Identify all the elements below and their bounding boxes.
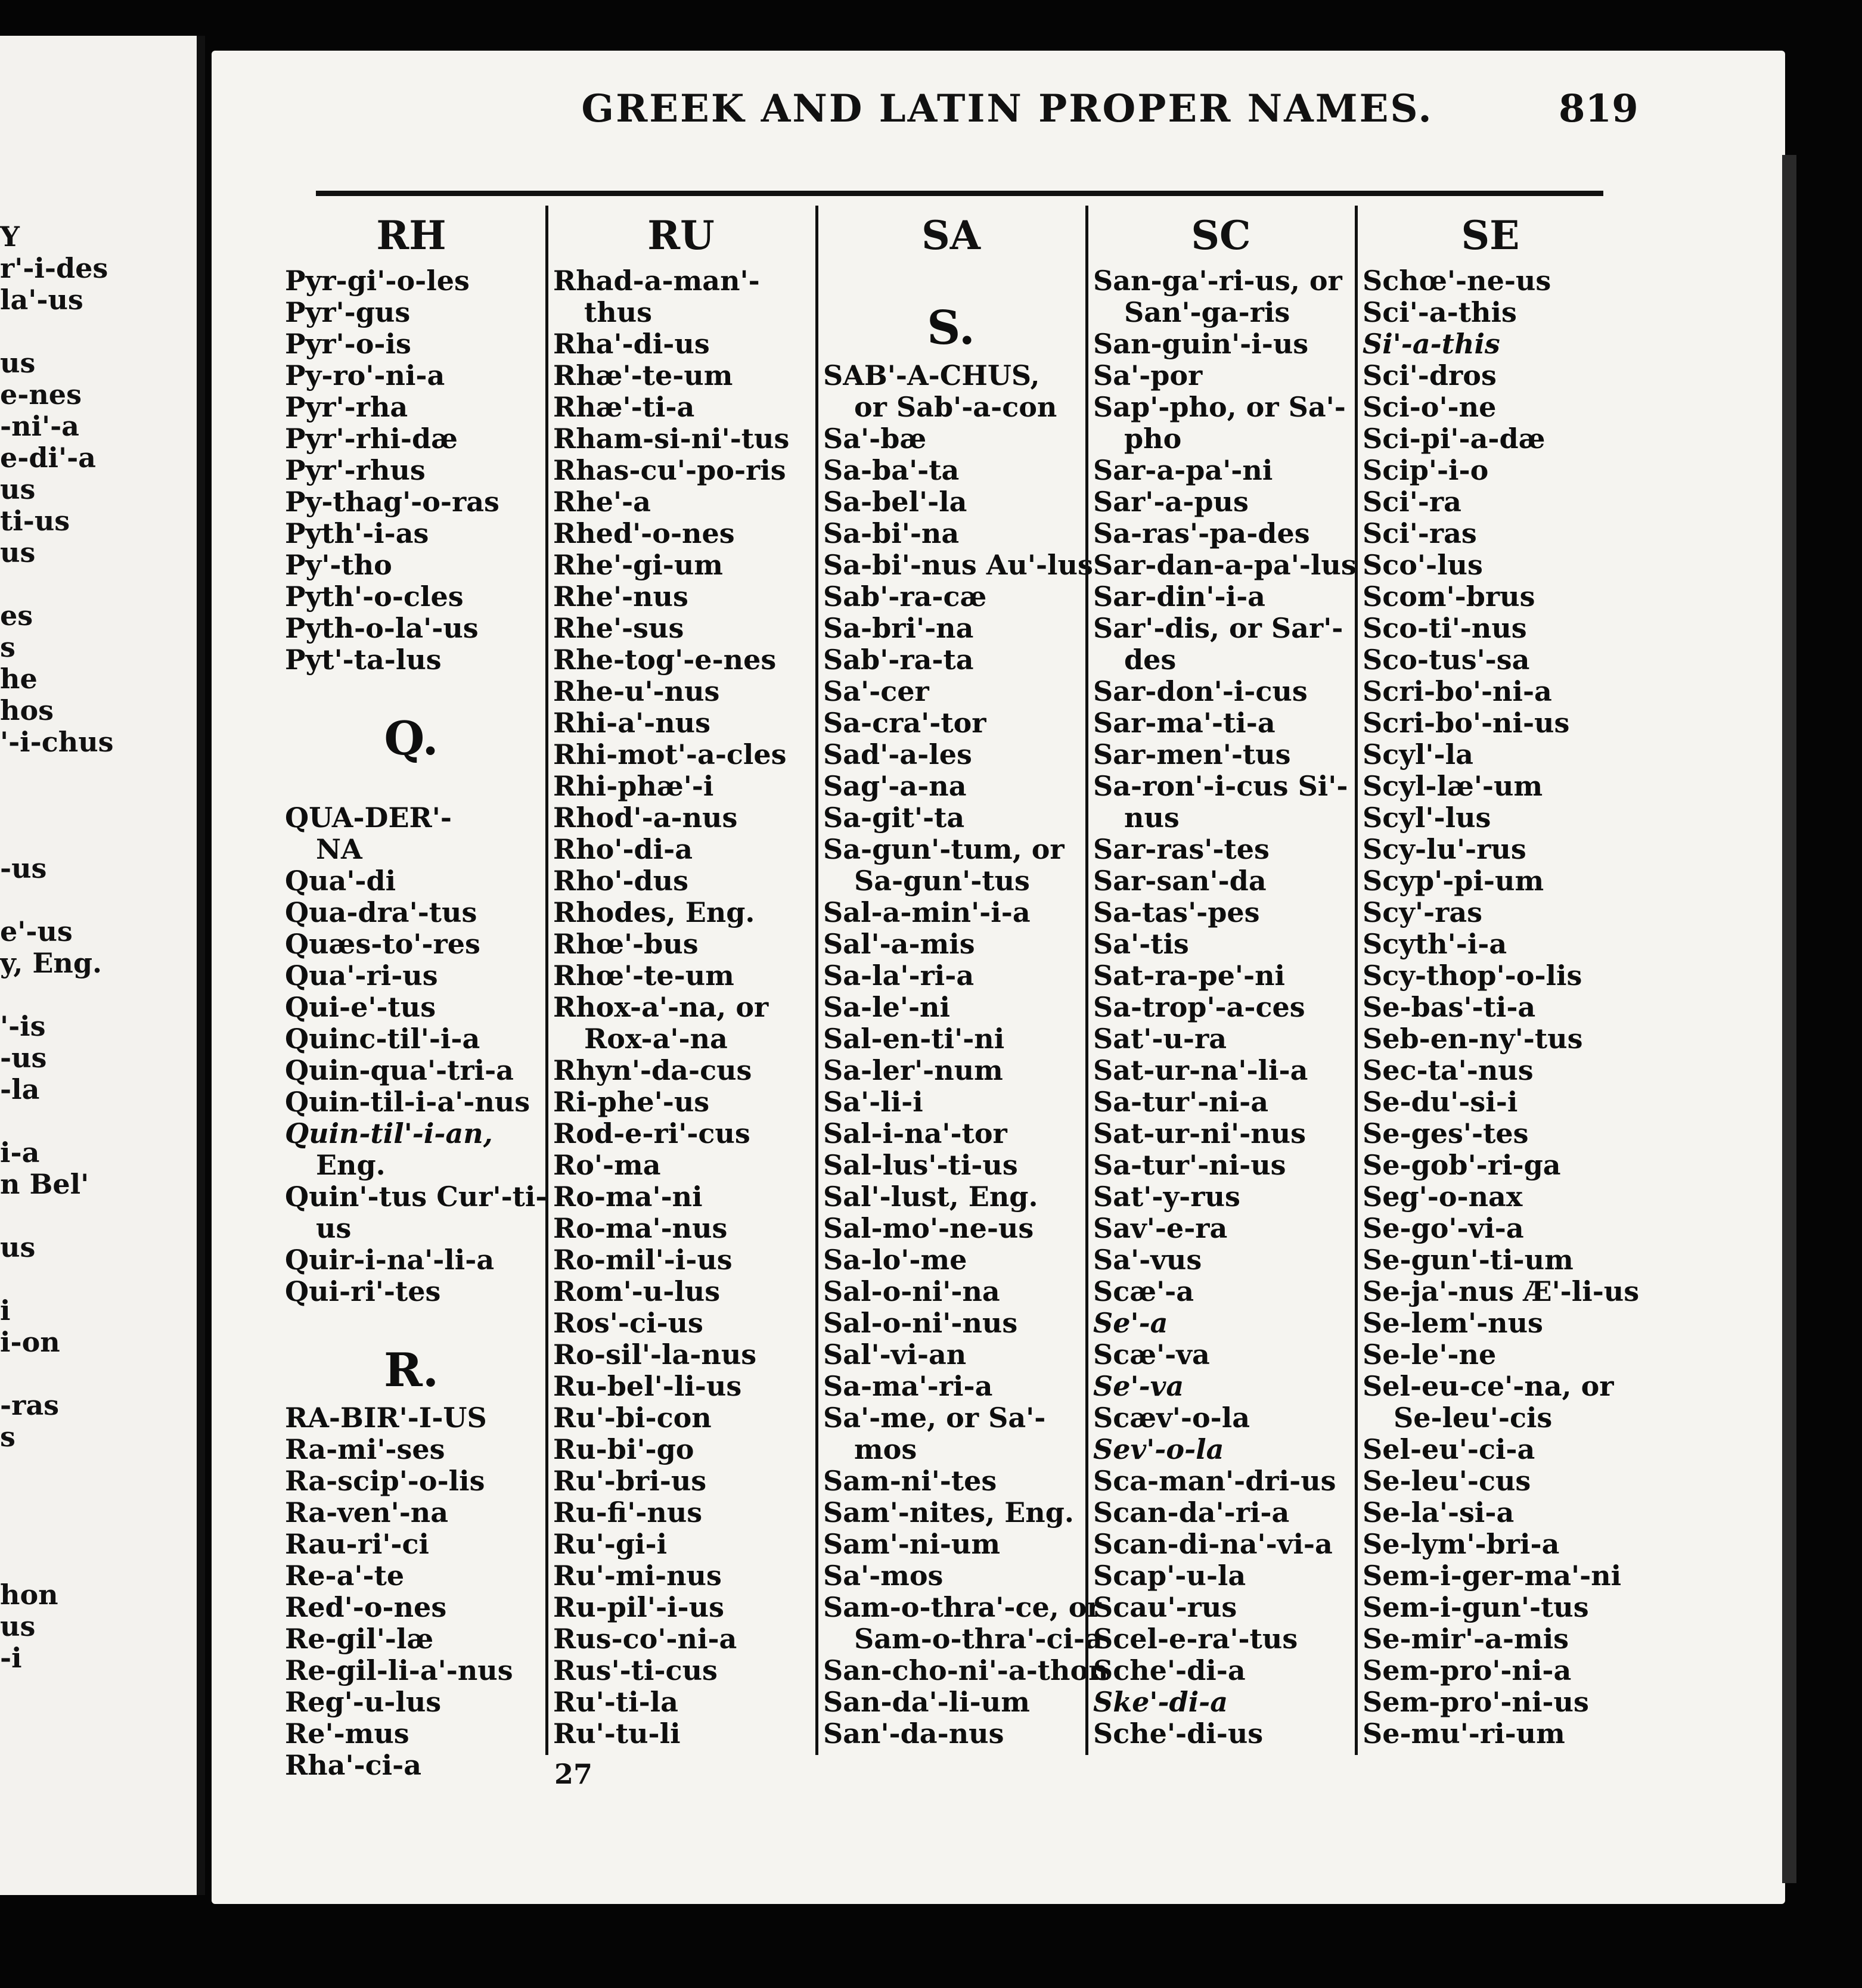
column-ru bbox=[545, 206, 814, 1755]
previous-page-sliver bbox=[0, 36, 205, 1895]
name-entry: Rham-si-ni'-tus bbox=[553, 423, 790, 455]
name-entry: Sal-a-min'-i-a bbox=[823, 896, 1031, 928]
previous-page-fragment: us bbox=[0, 1231, 36, 1263]
previous-page-fragment: es bbox=[0, 599, 33, 632]
name-entry: Rho'-di-a bbox=[553, 833, 693, 865]
name-entry: nus bbox=[1124, 802, 1180, 834]
name-entry: Sa-bi'-na bbox=[823, 517, 960, 549]
column-heading: SE bbox=[1461, 212, 1520, 259]
name-entry: Sab'-ra-ta bbox=[823, 644, 974, 676]
name-entry: Scom'-brus bbox=[1363, 580, 1535, 613]
name-entry: Ro'-ma bbox=[553, 1149, 661, 1181]
name-entry: Re-a'-te bbox=[285, 1560, 405, 1592]
name-entry: Sa-tur'-ni-a bbox=[1093, 1086, 1269, 1118]
name-entry: Sa-bri'-na bbox=[823, 612, 974, 644]
previous-page-fragment: Y bbox=[0, 220, 20, 253]
name-entry: Se-gun'-ti-um bbox=[1363, 1244, 1574, 1276]
name-entry: Sci'-ras bbox=[1363, 517, 1477, 549]
name-entry: Quin-til'-i-an, bbox=[285, 1117, 493, 1150]
page-number: 819 bbox=[1559, 86, 1638, 131]
name-entry: Quæs-to'-res bbox=[285, 928, 480, 960]
name-entry: Sche'-di-a bbox=[1093, 1654, 1246, 1686]
name-entry: Scæ'-va bbox=[1093, 1338, 1210, 1371]
signature-mark: 27 bbox=[554, 1758, 593, 1790]
name-entry: Sar-don'-i-cus bbox=[1093, 675, 1308, 707]
previous-page-fragment: hon bbox=[0, 1579, 58, 1611]
name-entry: Si'-a-this bbox=[1363, 328, 1500, 360]
name-entry: Se-lem'-nus bbox=[1363, 1307, 1543, 1339]
name-entry: Ro-ma'-nus bbox=[553, 1212, 728, 1244]
name-entry: Sem-i-ger-ma'-ni bbox=[1363, 1560, 1622, 1592]
header-rule bbox=[316, 191, 1603, 196]
name-entry: Sci'-a-this bbox=[1363, 296, 1517, 328]
name-entry: Sa-git'-ta bbox=[823, 802, 965, 834]
name-entry: Sar-ma'-ti-a bbox=[1093, 707, 1276, 739]
name-entry: Sa-le'-ni bbox=[823, 991, 950, 1023]
name-entry: Sam-o-thra'-ce, or bbox=[823, 1591, 1101, 1623]
name-entry: Sat-ra-pe'-ni bbox=[1093, 959, 1286, 992]
name-entry: Sco-tus'-sa bbox=[1363, 644, 1530, 676]
name-entry: Sal-o-ni'-nus bbox=[823, 1307, 1018, 1339]
previous-page-fragment: us bbox=[0, 1610, 36, 1642]
name-entry: Seg'-o-nax bbox=[1363, 1181, 1523, 1213]
column-rh bbox=[280, 206, 547, 1781]
name-entry: Sal-lus'-ti-us bbox=[823, 1149, 1018, 1181]
previous-page-fragment: r'-i-des bbox=[0, 252, 108, 284]
name-entry: Sa-tur'-ni-us bbox=[1093, 1149, 1286, 1181]
name-entry: us bbox=[316, 1212, 352, 1244]
name-entry: Sa-bi'-nus Au'-lus bbox=[823, 549, 1093, 581]
name-entry: Sam-o-thra'-ci-a bbox=[854, 1623, 1103, 1655]
name-entry: Sar'-a-pus bbox=[1093, 486, 1249, 518]
name-entry: Se-la'-si-a bbox=[1363, 1496, 1515, 1529]
name-entry: Sec-ta'-nus bbox=[1363, 1054, 1534, 1086]
name-entry: Ra-ven'-na bbox=[285, 1496, 449, 1529]
name-entry: SAB'-A-CHUS, bbox=[823, 359, 1040, 392]
previous-page-fragment: i bbox=[0, 1294, 11, 1327]
previous-page-fragment: la'-us bbox=[0, 284, 83, 316]
name-entry: Rus-co'-ni-a bbox=[553, 1623, 737, 1655]
name-entry: Se-mu'-ri-um bbox=[1363, 1717, 1565, 1750]
name-entry: Sal'-lust, Eng. bbox=[823, 1181, 1038, 1213]
name-entry: Rhæ'-ti-a bbox=[553, 391, 695, 423]
name-entry: Sel-eu'-ci-a bbox=[1363, 1433, 1535, 1465]
name-entry: Rox-a'-na bbox=[584, 1023, 728, 1055]
name-entry: Rhodes, Eng. bbox=[553, 896, 755, 928]
name-entry: thus bbox=[584, 296, 653, 328]
section-letter: Q. bbox=[384, 712, 439, 766]
name-entry: Pyth'-o-cles bbox=[285, 580, 464, 613]
name-entry: Rhod'-a-nus bbox=[553, 802, 738, 834]
name-entry: Rhas-cu'-po-ris bbox=[553, 454, 786, 486]
name-entry: Rha'-ci-a bbox=[285, 1749, 422, 1781]
name-entry: Scan-da'-ri-a bbox=[1093, 1496, 1290, 1529]
previous-page-fragment: -us bbox=[0, 1042, 47, 1074]
name-entry: Rhi-a'-nus bbox=[553, 707, 711, 739]
name-entry: Sci-o'-ne bbox=[1363, 391, 1497, 423]
name-entry: Scau'-rus bbox=[1093, 1591, 1237, 1623]
name-entry: Se-go'-vi-a bbox=[1363, 1212, 1524, 1244]
spacer bbox=[818, 265, 1084, 297]
name-entry: Sal'-vi-an bbox=[823, 1338, 967, 1371]
name-entry: Sal-i-na'-tor bbox=[823, 1117, 1007, 1150]
name-entry: San-da'-li-um bbox=[823, 1686, 1030, 1718]
previous-page-fragment: he bbox=[0, 663, 38, 695]
name-entry: Rhæ'-te-um bbox=[553, 359, 733, 392]
name-entry: Sa-la'-ri-a bbox=[823, 959, 975, 992]
name-entry: Sa'-tis bbox=[1093, 928, 1189, 960]
name-entry: Ros'-ci-us bbox=[553, 1307, 703, 1339]
name-entry: Sat-ur-na'-li-a bbox=[1093, 1054, 1308, 1086]
name-entry: Rha'-di-us bbox=[553, 328, 710, 360]
name-entry: Sal-o-ni'-na bbox=[823, 1275, 1000, 1307]
name-entry: Rhyn'-da-cus bbox=[553, 1054, 752, 1086]
name-entry: Sa-tas'-pes bbox=[1093, 896, 1260, 928]
column-sa bbox=[815, 206, 1109, 1755]
name-entry: Sci-pi'-a-dæ bbox=[1363, 423, 1546, 455]
name-entry: Rhi-mot'-a-cles bbox=[553, 738, 787, 771]
name-entry: Sa-bel'-la bbox=[823, 486, 967, 518]
name-entry: Pyr'-o-is bbox=[285, 328, 411, 360]
name-entry: Re-gil'-læ bbox=[285, 1623, 434, 1655]
name-entry: Rhe'-a bbox=[553, 486, 651, 518]
name-entry: Ru'-gi-i bbox=[553, 1528, 668, 1560]
previous-page-fragment: '-is bbox=[0, 1010, 46, 1042]
page-edge bbox=[1782, 155, 1796, 1883]
name-entry: Ru-pil'-i-us bbox=[553, 1591, 724, 1623]
name-entry: Sco'-lus bbox=[1363, 549, 1483, 581]
name-entry: Se-bas'-ti-a bbox=[1363, 991, 1536, 1023]
name-entry: Sat'-u-ra bbox=[1093, 1023, 1227, 1055]
previous-page-fragment: i-on bbox=[0, 1326, 60, 1358]
name-entry: Scyl'-lus bbox=[1363, 802, 1491, 834]
name-entry: Quin-qua'-tri-a bbox=[285, 1054, 514, 1086]
name-entry: Ru-fi'-nus bbox=[553, 1496, 703, 1529]
name-entry: Sar-a-pa'-ni bbox=[1093, 454, 1273, 486]
name-entry: RA-BIR'-I-US bbox=[285, 1402, 487, 1434]
name-entry: Sche'-di-us bbox=[1093, 1717, 1264, 1750]
section-letter: R. bbox=[384, 1343, 439, 1397]
name-entry: or Sab'-a-con bbox=[854, 391, 1057, 423]
name-entry: Ru'-bri-us bbox=[553, 1465, 707, 1497]
previous-page-fragment: s bbox=[0, 631, 15, 663]
name-entry: Sad'-a-les bbox=[823, 738, 972, 771]
name-entry: Sam'-nites, Eng. bbox=[823, 1496, 1074, 1529]
name-entry: Pyt'-ta-lus bbox=[285, 644, 442, 676]
name-entry: Sa'-me, or Sa'- bbox=[823, 1402, 1046, 1434]
previous-page-fragment: s bbox=[0, 1421, 15, 1453]
name-entry: Ra-mi'-ses bbox=[285, 1433, 445, 1465]
name-entry: Pyr'-rhus bbox=[285, 454, 426, 486]
name-entry: Qua-dra'-tus bbox=[285, 896, 477, 928]
previous-page-fragment: e-nes bbox=[0, 378, 82, 411]
name-entry: Seb-en-ny'-tus bbox=[1363, 1023, 1583, 1055]
name-entry: Quinc-til'-i-a bbox=[285, 1023, 480, 1055]
name-entry: Se-du'-si-i bbox=[1363, 1086, 1518, 1118]
page-title: GREEK AND LATIN PROPER NAMES. bbox=[581, 86, 1433, 131]
column-se bbox=[1355, 206, 1640, 1755]
name-entry: Re'-mus bbox=[285, 1717, 409, 1750]
name-entry: Py-ro'-ni-a bbox=[285, 359, 445, 392]
name-entry: Ru'-ti-la bbox=[553, 1686, 678, 1718]
column-heading: SC bbox=[1191, 212, 1251, 259]
name-entry: Re-gil-li-a'-nus bbox=[285, 1654, 513, 1686]
name-entry: Ro-mil'-i-us bbox=[553, 1244, 733, 1276]
name-entry: Sam-ni'-tes bbox=[823, 1465, 997, 1497]
name-entry: Sel-eu-ce'-na, or bbox=[1363, 1370, 1614, 1402]
name-entry: Scyp'-pi-um bbox=[1363, 865, 1544, 897]
name-entry: Scy-lu'-rus bbox=[1363, 833, 1526, 865]
name-entry: Pyr'-rhi-dæ bbox=[285, 423, 458, 455]
name-entry: Ra-scip'-o-lis bbox=[285, 1465, 485, 1497]
name-entry: San'-da-nus bbox=[823, 1717, 1004, 1750]
name-entry: Scæv'-o-la bbox=[1093, 1402, 1250, 1434]
name-entry: Rom'-u-lus bbox=[553, 1275, 721, 1307]
name-entry: Scel-e-ra'-tus bbox=[1093, 1623, 1298, 1655]
name-entry: San'-ga-ris bbox=[1124, 296, 1290, 328]
name-entry: Sar-san'-da bbox=[1093, 865, 1267, 897]
name-entry: NA bbox=[316, 833, 362, 865]
name-entry: Sa'-li-i bbox=[823, 1086, 923, 1118]
name-entry: Scy-thop'-o-lis bbox=[1363, 959, 1582, 992]
name-entry: Sa'-por bbox=[1093, 359, 1203, 392]
name-entry: Rhad-a-man'- bbox=[553, 265, 760, 297]
name-entry: Sa-ler'-num bbox=[823, 1054, 1003, 1086]
column-sc bbox=[1085, 206, 1357, 1755]
name-entry: San-guin'-i-us bbox=[1093, 328, 1309, 360]
name-entry: Se-lym'-bri-a bbox=[1363, 1528, 1560, 1560]
name-entry: Rhox-a'-na, or bbox=[553, 991, 769, 1023]
name-entry: des bbox=[1124, 644, 1177, 676]
name-entry: Ro-sil'-la-nus bbox=[553, 1338, 757, 1371]
name-entry: Ske'-di-a bbox=[1093, 1686, 1228, 1718]
name-entry: Sat-ur-ni'-nus bbox=[1093, 1117, 1306, 1150]
name-entry: Sca-man'-dri-us bbox=[1093, 1465, 1336, 1497]
name-entry: Sa'-mos bbox=[823, 1560, 944, 1592]
name-entry: Ro-ma'-ni bbox=[553, 1181, 703, 1213]
name-entry: Sal-en-ti'-ni bbox=[823, 1023, 1005, 1055]
previous-page-fragment: n Bel' bbox=[0, 1168, 89, 1200]
name-entry: Sa-ma'-ri-a bbox=[823, 1370, 993, 1402]
name-entry: Sat'-y-rus bbox=[1093, 1181, 1240, 1213]
name-entry: Se-ja'-nus Æ'-li-us bbox=[1363, 1275, 1640, 1307]
name-entry: Ri-phe'-us bbox=[553, 1086, 710, 1118]
previous-page-fragment: hos bbox=[0, 694, 54, 726]
name-entry: Sal-mo'-ne-us bbox=[823, 1212, 1034, 1244]
name-entry: Red'-o-nes bbox=[285, 1591, 447, 1623]
name-entry: Se-leu'-cus bbox=[1363, 1465, 1531, 1497]
name-entry: Sem-pro'-ni-us bbox=[1363, 1686, 1589, 1718]
name-entry: Pyr-gi'-o-les bbox=[285, 265, 470, 297]
previous-page-fragment: us bbox=[0, 473, 36, 505]
name-entry: Se-le'-ne bbox=[1363, 1338, 1497, 1371]
name-entry: Sa-gun'-tum, or bbox=[823, 833, 1065, 865]
name-entry: Scan-di-na'-vi-a bbox=[1093, 1528, 1333, 1560]
name-entry: Sar-ras'-tes bbox=[1093, 833, 1270, 865]
name-entry: Quin-til-i-a'-nus bbox=[285, 1086, 530, 1118]
name-entry: Ru'-bi-con bbox=[553, 1402, 712, 1434]
name-entry: Rus'-ti-cus bbox=[553, 1654, 718, 1686]
name-entry: Ru'-mi-nus bbox=[553, 1560, 722, 1592]
name-entry: Py-thag'-o-ras bbox=[285, 486, 499, 518]
name-entry: Scyl'-la bbox=[1363, 738, 1473, 771]
name-entry: Sa-ron'-i-cus Si'- bbox=[1093, 770, 1348, 802]
name-entry: Sev'-o-la bbox=[1093, 1433, 1224, 1465]
name-entry: Py'-tho bbox=[285, 549, 392, 581]
name-entry: Scy'-ras bbox=[1363, 896, 1483, 928]
name-entry: Rhe'-gi-um bbox=[553, 549, 723, 581]
column-heading: SA bbox=[921, 212, 980, 259]
name-entry: Sa-ras'-pa-des bbox=[1093, 517, 1310, 549]
previous-page-fragment: e'-us bbox=[0, 915, 73, 948]
name-entry: Sem-i-gun'-tus bbox=[1363, 1591, 1589, 1623]
previous-page-fragment: '-i-chus bbox=[0, 726, 114, 758]
name-entry: Qui-e'-tus bbox=[285, 991, 436, 1023]
previous-page-fragment: ti-us bbox=[0, 505, 70, 537]
name-entry: Rhe-u'-nus bbox=[553, 675, 720, 707]
name-entry: Pyth-o-la'-us bbox=[285, 612, 479, 644]
name-entry: Sem-pro'-ni-a bbox=[1363, 1654, 1572, 1686]
previous-page-fragment: -i bbox=[0, 1642, 22, 1674]
previous-page-fragment: y, Eng. bbox=[0, 947, 103, 979]
name-entry: Sar-dan-a-pa'-lus bbox=[1093, 549, 1357, 581]
column-heading: RH bbox=[376, 212, 446, 259]
name-entry: Sam'-ni-um bbox=[823, 1528, 1001, 1560]
name-entry: Rho'-dus bbox=[553, 865, 689, 897]
name-entry: Scæ'-a bbox=[1093, 1275, 1194, 1307]
name-entry: Sa-lo'-me bbox=[823, 1244, 967, 1276]
name-entry: Sco-ti'-nus bbox=[1363, 612, 1527, 644]
name-entry: Sal'-a-mis bbox=[823, 928, 975, 960]
name-entry: Sa-gun'-tus bbox=[854, 865, 1030, 897]
name-entry: San-ga'-ri-us, or bbox=[1093, 265, 1342, 297]
name-entry: Sci'-dros bbox=[1363, 359, 1497, 392]
name-entry: Sag'-a-na bbox=[823, 770, 967, 802]
name-entry: Rod-e-ri'-cus bbox=[553, 1117, 750, 1150]
name-entry: Rhe'-sus bbox=[553, 612, 684, 644]
name-entry: Sa-cra'-tor bbox=[823, 707, 986, 739]
name-entry: mos bbox=[854, 1433, 917, 1465]
name-entry: Sa-trop'-a-ces bbox=[1093, 991, 1305, 1023]
name-entry: Sa'-vus bbox=[1093, 1244, 1202, 1276]
name-entry: Schœ'-ne-us bbox=[1363, 265, 1551, 297]
name-entry: Sar-men'-tus bbox=[1093, 738, 1291, 771]
previous-page-fragment: us bbox=[0, 536, 36, 569]
name-entry: Scri-bo'-ni-us bbox=[1363, 707, 1570, 739]
name-entry: San-cho-ni'-a-thon bbox=[823, 1654, 1109, 1686]
name-entry: Sap'-pho, or Sa'- bbox=[1093, 391, 1346, 423]
name-entry: Scap'-u-la bbox=[1093, 1560, 1246, 1592]
name-entry: Quin'-tus Cur'-ti- bbox=[285, 1181, 547, 1213]
name-entry: Rhi-phæ'-i bbox=[553, 770, 714, 802]
previous-page-fragment: -ras bbox=[0, 1389, 60, 1421]
name-entry: Sa'-cer bbox=[823, 675, 929, 707]
previous-page-fragment: us bbox=[0, 347, 36, 379]
name-entry: Sar'-dis, or Sar'- bbox=[1093, 612, 1343, 644]
name-entry: Sa-ba'-ta bbox=[823, 454, 960, 486]
name-entry: Ru'-tu-li bbox=[553, 1717, 681, 1750]
name-entry: Rhe-tog'-e-nes bbox=[553, 644, 777, 676]
previous-page-fragment: i-a bbox=[0, 1136, 40, 1169]
name-entry: Eng. bbox=[316, 1149, 386, 1181]
name-entry: Ru-bi'-go bbox=[553, 1433, 694, 1465]
spacer bbox=[280, 1307, 542, 1339]
name-entry: Se-ges'-tes bbox=[1363, 1117, 1529, 1150]
name-entry: Sci'-ra bbox=[1363, 486, 1461, 518]
name-entry: Qua'-ri-us bbox=[285, 959, 438, 992]
name-entry: Scyl-læ'-um bbox=[1363, 770, 1543, 802]
name-entry: Sa'-bæ bbox=[823, 423, 927, 455]
previous-page-fragment: -ni'-a bbox=[0, 410, 79, 442]
name-entry: pho bbox=[1124, 423, 1182, 455]
name-entry: Se-leu'-cis bbox=[1394, 1402, 1553, 1434]
name-entry: Qua'-di bbox=[285, 865, 396, 897]
name-entry: Sav'-e-ra bbox=[1093, 1212, 1228, 1244]
name-entry: Se-gob'-ri-ga bbox=[1363, 1149, 1561, 1181]
name-entry: Se'-a bbox=[1093, 1307, 1168, 1339]
spacer bbox=[280, 771, 542, 802]
name-entry: Se-mir'-a-mis bbox=[1363, 1623, 1569, 1655]
name-entry: Pyr'-gus bbox=[285, 296, 411, 328]
previous-page-fragment: -us bbox=[0, 852, 47, 884]
name-entry: Pyth'-i-as bbox=[285, 517, 429, 549]
name-entry: Rhed'-o-nes bbox=[553, 517, 735, 549]
name-entry: Qui-ri'-tes bbox=[285, 1275, 441, 1307]
name-entry: Pyr'-rha bbox=[285, 391, 408, 423]
name-entry: Rau-ri'-ci bbox=[285, 1528, 429, 1560]
column-heading: RU bbox=[647, 212, 715, 259]
name-entry: Rhœ'-bus bbox=[553, 928, 699, 960]
name-entry: Scip'-i-o bbox=[1363, 454, 1489, 486]
name-entry: Rhe'-nus bbox=[553, 580, 688, 613]
name-entry: Reg'-u-lus bbox=[285, 1686, 442, 1718]
spacer bbox=[280, 676, 542, 707]
previous-page-fragment: e-di'-a bbox=[0, 442, 96, 474]
name-entry: Ru-bel'-li-us bbox=[553, 1370, 742, 1402]
name-entry: Sar-din'-i-a bbox=[1093, 580, 1265, 613]
name-entry: Scri-bo'-ni-a bbox=[1363, 675, 1552, 707]
section-letter: S. bbox=[927, 301, 975, 355]
name-entry: Se'-va bbox=[1093, 1370, 1184, 1402]
name-entry: Sab'-ra-cæ bbox=[823, 580, 987, 613]
name-entry: Quir-i-na'-li-a bbox=[285, 1244, 495, 1276]
previous-page-fragment: -la bbox=[0, 1073, 40, 1105]
name-entry: Rhœ'-te-um bbox=[553, 959, 734, 992]
name-entry: QUA-DER'- bbox=[285, 802, 452, 834]
name-entry: Scyth'-i-a bbox=[1363, 928, 1507, 960]
